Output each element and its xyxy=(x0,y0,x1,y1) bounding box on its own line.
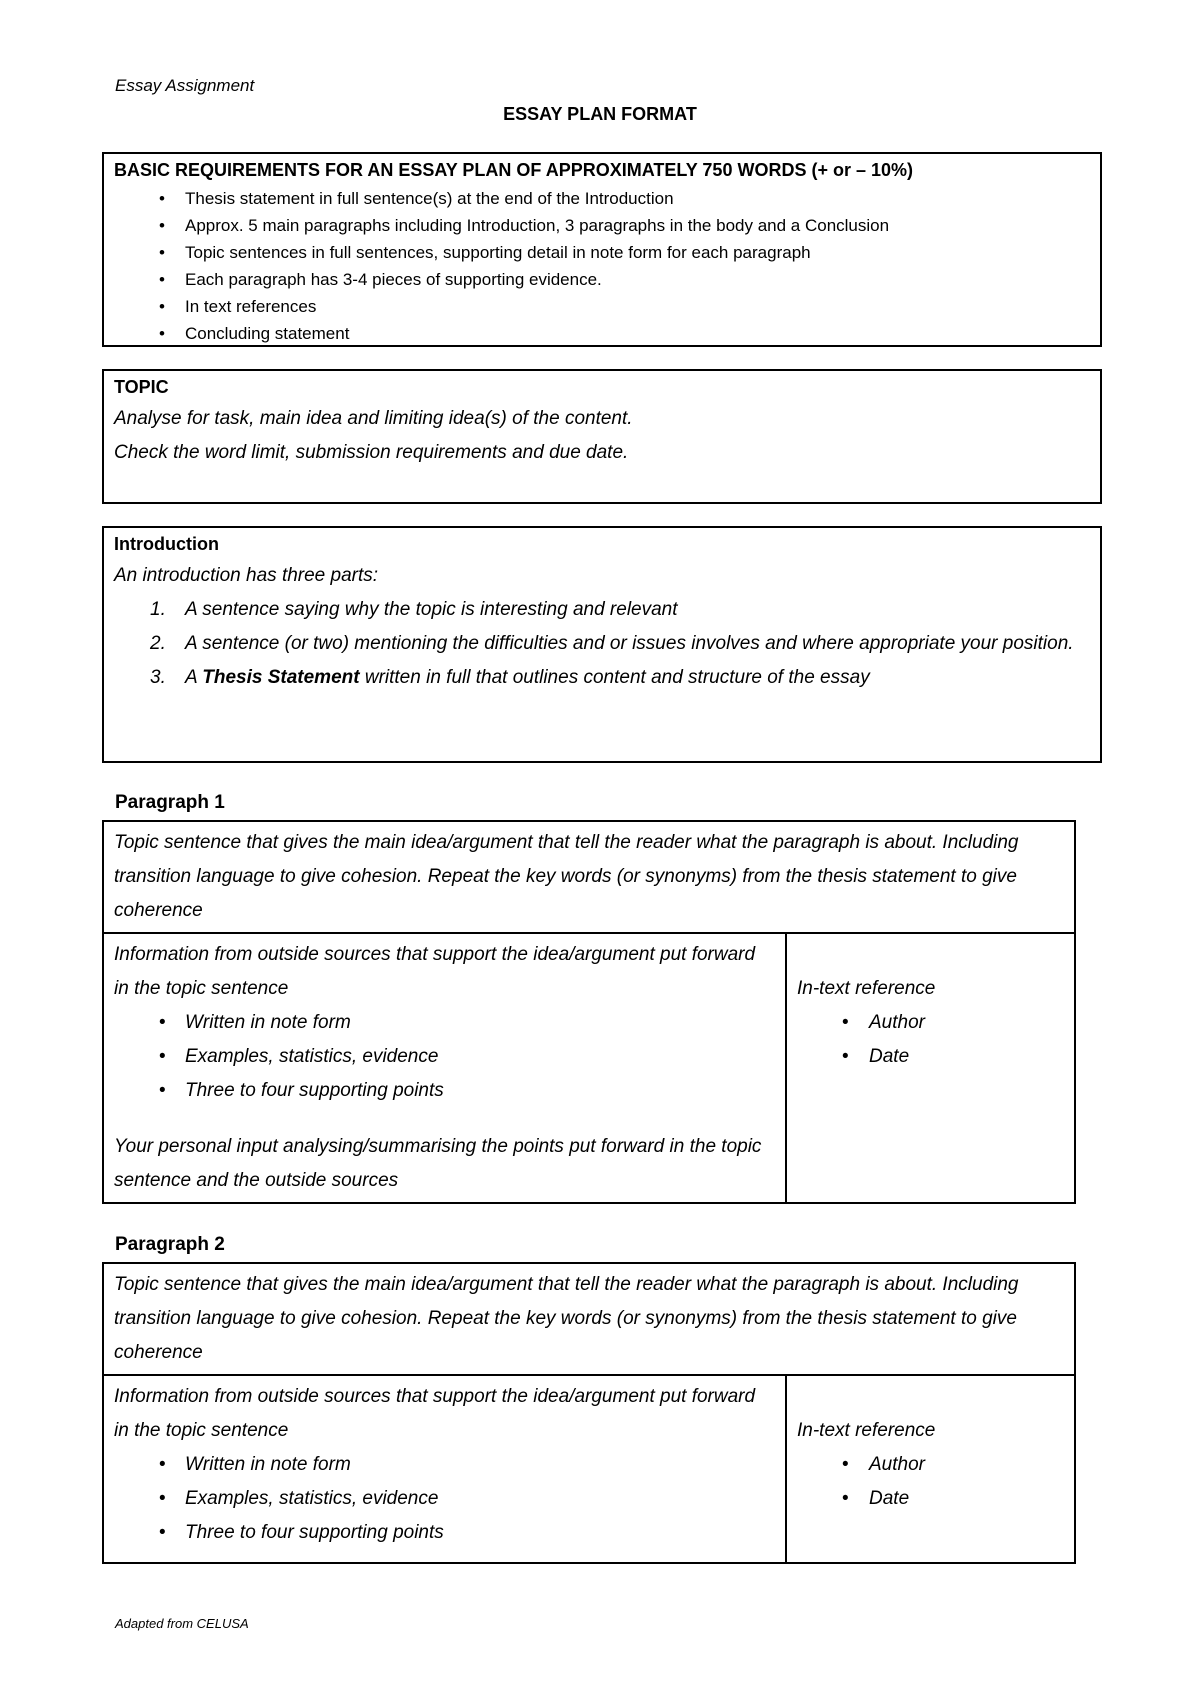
support-list xyxy=(114,1448,775,1550)
introduction-lead: An introduction has three parts: xyxy=(114,565,379,586)
introduction-heading: Introduction xyxy=(114,534,219,554)
list-item: • Date xyxy=(797,1040,1064,1074)
topic-line: Check the word limit, submission requirements and due date. xyxy=(114,442,629,463)
footer-credit: Adapted from CELUSA xyxy=(115,1616,249,1631)
list-item: • Examples, statistics, evidence xyxy=(114,1482,775,1516)
list-item: • Concluding statement xyxy=(114,320,1090,347)
reference-list xyxy=(797,1448,1064,1516)
topic-line: Analyse for task, main idea and limiting idea(s) of the content. xyxy=(114,408,633,429)
paragraph-2-table xyxy=(102,1262,1076,1564)
information-text: Information from outside sources that support the idea/argument put forward in the topic sentence xyxy=(114,1386,756,1441)
detail-row xyxy=(104,1376,1074,1562)
list-item: • Thesis statement in full sentence(s) at the end of the Introduction xyxy=(114,185,1090,212)
list-item: • Approx. 5 main paragraphs including Introduction, 3 paragraphs in the body and a Conclusion xyxy=(114,212,1090,239)
paragraph-1-table xyxy=(102,820,1076,1204)
support-list xyxy=(114,1006,775,1108)
thesis-statement-bold: Thesis Statement xyxy=(202,667,360,688)
paragraph-2-label: Paragraph 2 xyxy=(115,1234,225,1255)
list-text-suffix: written in full that outlines content and structure of the essay xyxy=(359,667,870,688)
list-text: A sentence (or two) mentioning the difficulties and or issues involves and where appropriate your position. xyxy=(185,633,1074,654)
information-cell xyxy=(104,934,787,1202)
information-cell xyxy=(104,1376,787,1562)
list-item: • Examples, statistics, evidence xyxy=(114,1040,775,1074)
paragraph-1-label: Paragraph 1 xyxy=(115,792,225,813)
list-item: • Written in note form xyxy=(114,1448,775,1482)
list-item xyxy=(114,661,1090,695)
list-number: 3. xyxy=(150,667,166,688)
reference-heading: In-text reference xyxy=(797,978,936,999)
list-item: • Each paragraph has 3-4 pieces of supporting evidence. xyxy=(114,266,1090,293)
header-label: Essay Assignment xyxy=(115,76,255,95)
list-item: • Author xyxy=(797,1006,1064,1040)
list-item: • Three to four supporting points xyxy=(114,1516,775,1550)
reference-cell xyxy=(787,1376,1074,1562)
requirements-heading: BASIC REQUIREMENTS FOR AN ESSAY PLAN OF APPROXIMATELY 750 WORDS (+ or – 10%) xyxy=(114,160,913,180)
list-item: • Written in note form xyxy=(114,1006,775,1040)
list-item xyxy=(114,627,1090,661)
list-number: 2. xyxy=(150,633,166,654)
topic-box xyxy=(102,369,1102,504)
page-title: ESSAY PLAN FORMAT xyxy=(503,104,697,124)
information-text: Information from outside sources that support the idea/argument put forward in the topic sentence xyxy=(114,944,756,999)
reference-heading: In-text reference xyxy=(797,1420,936,1441)
topic-heading: TOPIC xyxy=(114,377,169,397)
list-item: • Author xyxy=(797,1448,1064,1482)
requirements-box xyxy=(102,152,1102,347)
list-item: • Date xyxy=(797,1482,1064,1516)
list-item: • Three to four supporting points xyxy=(114,1074,775,1108)
introduction-box xyxy=(102,526,1102,763)
topic-sentence-cell: Topic sentence that gives the main idea/argument that tell the reader what the paragraph is about. Including transition language to give cohesion. Repeat the key words (or synonyms) from the thesis statement to give coherence xyxy=(104,1264,1074,1376)
introduction-list xyxy=(114,593,1090,695)
requirements-list xyxy=(114,185,1090,347)
list-item: • Topic sentences in full sentences, supporting detail in note form for each paragraph xyxy=(114,239,1090,266)
reference-list xyxy=(797,1006,1064,1074)
list-text: A sentence saying why the topic is interesting and relevant xyxy=(185,599,678,620)
list-item xyxy=(114,593,1090,627)
list-item: • In text references xyxy=(114,293,1090,320)
detail-row xyxy=(104,934,1074,1202)
reference-cell xyxy=(787,934,1074,1202)
personal-input-text: Your personal input analysing/summarising the points put forward in the topic sentence and the outside sources xyxy=(114,1136,762,1191)
list-text-prefix: A xyxy=(185,667,203,688)
topic-sentence-cell: Topic sentence that gives the main idea/argument that tell the reader what the paragraph is about. Including transition language to give cohesion. Repeat the key words (or synonyms) from the thesis statement to give coherence xyxy=(104,822,1074,934)
list-number: 1. xyxy=(150,599,166,620)
